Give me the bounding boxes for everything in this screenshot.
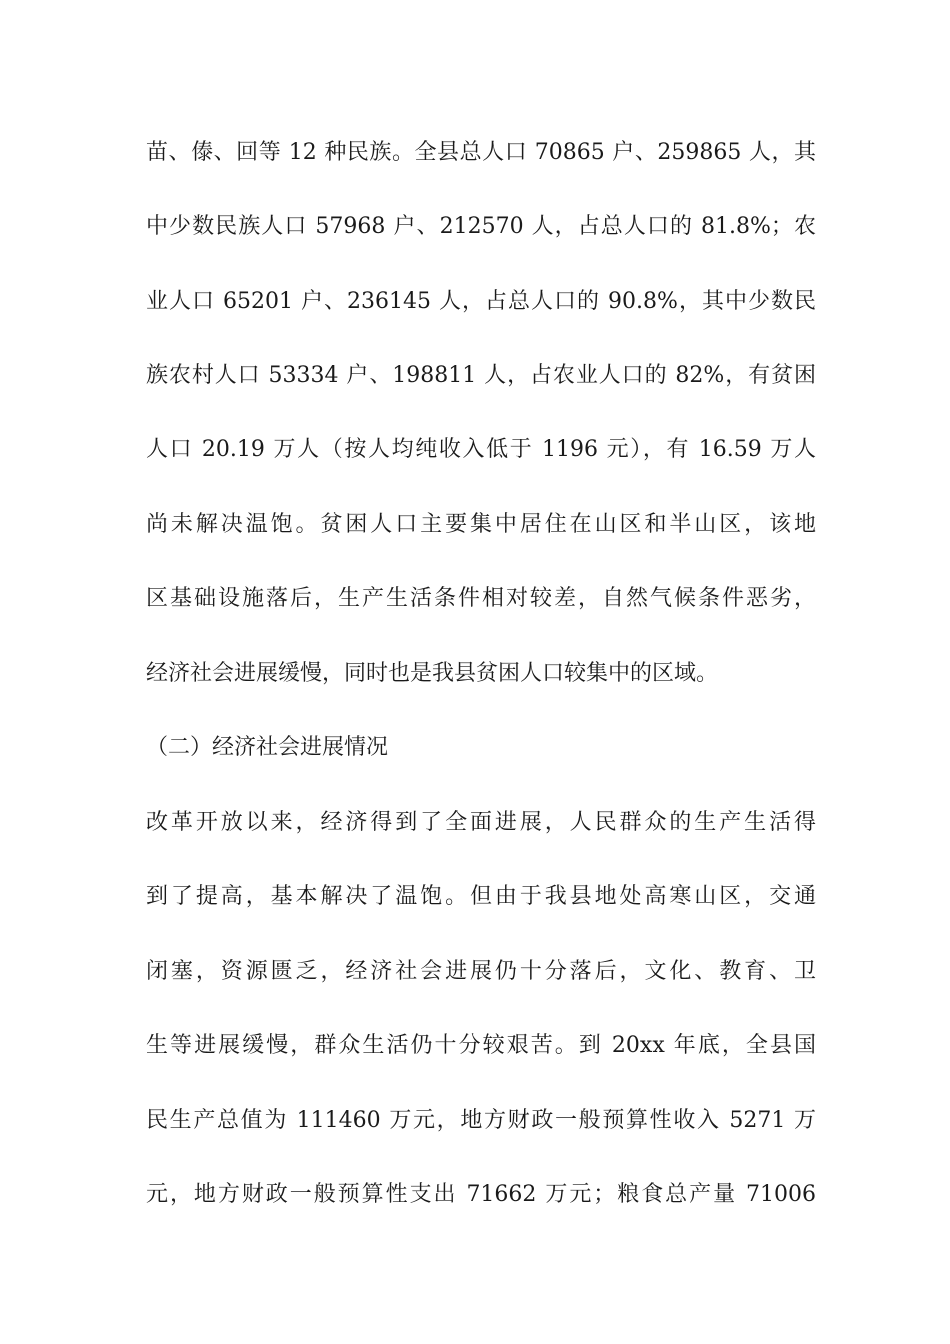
body-text-line: 业人口 65201 户、236145 人，占总人口的 90.8%，其中少数民 bbox=[146, 289, 816, 314]
section-heading: （二）经济社会进展情况 bbox=[146, 735, 389, 760]
body-text-line: 元，地方财政一般预算性支出 71662 万元；粮食总产量 71006 bbox=[146, 1182, 816, 1207]
body-text-line: 闭塞，资源匮乏，经济社会进展仍十分落后，文化、教育、卫 bbox=[146, 959, 816, 984]
body-text-line: 族农村人口 53334 户、198811 人，占农业人口的 82%，有贫困 bbox=[146, 363, 816, 388]
body-text-line: 区基础设施落后，生产生活条件相对较差，自然气候条件恶劣， bbox=[146, 586, 816, 611]
body-text-line: 到了提高，基本解决了温饱。但由于我县地处高寒山区，交通 bbox=[146, 884, 816, 909]
body-text-line: 民生产总值为 111460 万元，地方财政一般预算性收入 5271 万 bbox=[146, 1108, 816, 1133]
body-text-line: 改革开放以来，经济得到了全面进展，人民群众的生产生活得 bbox=[146, 810, 816, 835]
body-text-line: 生等进展缓慢，群众生活仍十分较艰苦。到 20xx 年底，全县国 bbox=[146, 1033, 816, 1058]
body-text-line: 尚未解决温饱。贫困人口主要集中居住在山区和半山区，该地 bbox=[146, 512, 816, 537]
body-text-line: 人口 20.19 万人（按人均纯收入低于 1196 元），有 16.59 万人 bbox=[146, 437, 816, 462]
body-text-line: 苗、傣、回等 12 种民族。全县总人口 70865 户、259865 人，其 bbox=[146, 140, 816, 165]
body-text-line: 经济社会进展缓慢，同时也是我县贫困人口较集中的区域。 bbox=[146, 661, 719, 686]
body-text-line: 中少数民族人口 57968 户、212570 人，占总人口的 81.8%；农 bbox=[146, 214, 816, 239]
